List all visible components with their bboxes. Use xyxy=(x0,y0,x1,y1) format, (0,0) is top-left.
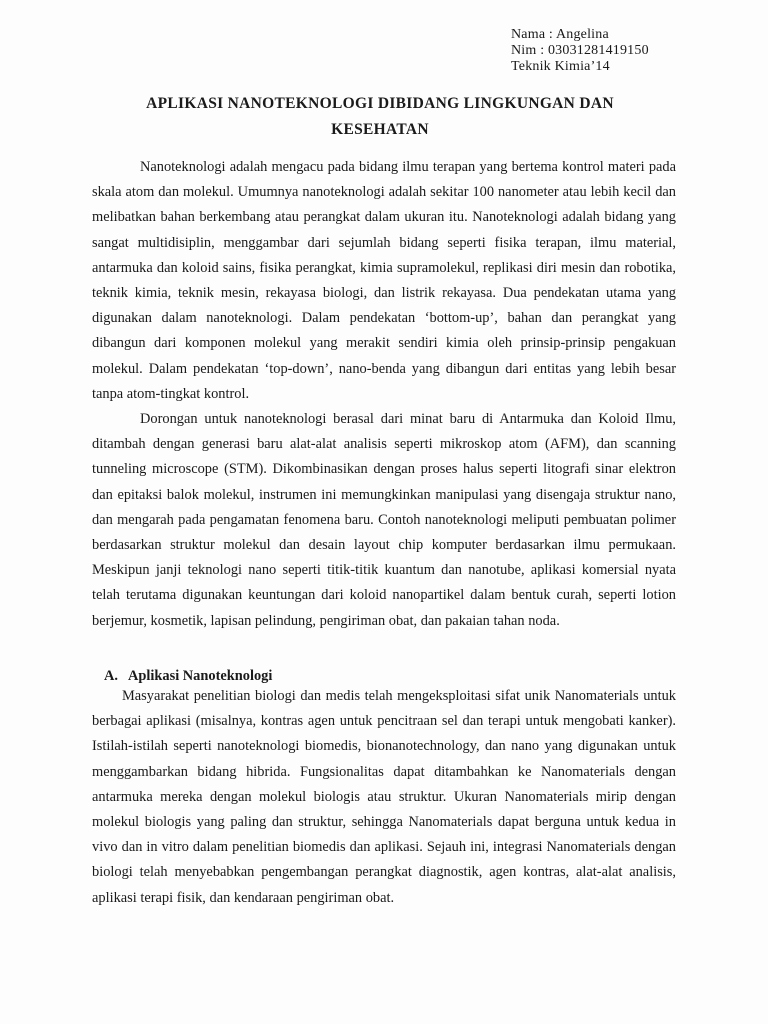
paragraph-motivation: Dorongan untuk nanoteknologi berasal dari minat baru di Antarmuka dan Koloid Ilmu, ditambah dengan generasi baru alat-alat analisis seperti mikroskop atom (AFM), dan scanning tunneling microscope (STM). Dikombinasikan dengan proses halus seperti litografi sinar elektron dan epitaksi balok molekul, instrumen ini memungkinkan manipulasi yang disengaja struktur nano, dan mengarah pada pengamatan fenomena baru. Contoh nanoteknologi meliputi pembuatan polimer berdasarkan struktur molekul dan desain layout chip komputer berdasarkan ilmu permukaan. Meskipun janji teknologi nano seperti titik-titik kuantum dan nanotube, aplikasi komersial nyata telah terutama digunakan keuntungan dari koloid nanopartikel dalam bentuk curah, seperti lotion berjemur, kosmetik, lapisan pelindung, pengiriman obat, dan pakaian tahan noda. xyxy=(92,411,676,629)
author-name: Nama : Angelina xyxy=(511,27,609,42)
author-program: Teknik Kimia’14 xyxy=(511,59,610,74)
document-title xyxy=(92,91,668,143)
title-line-1: APLIKASI NANOTEKNOLOGI DIBIDANG LINGKUNGAN DAN xyxy=(146,95,614,112)
section-title: Aplikasi Nanoteknologi xyxy=(128,668,273,684)
author-info xyxy=(511,27,649,75)
author-nim: Nim : 03031281419150 xyxy=(511,43,649,58)
title-line-2: KESEHATAN xyxy=(331,121,429,138)
section-marker: A. xyxy=(104,668,118,684)
section-heading xyxy=(104,667,272,685)
paragraph-application: Masyarakat penelitian biologi dan medis telah mengeksploitasi sifat unik Nanomaterials untuk berbagai aplikasi (misalnya, kontras agen untuk pencitraan sel dan terapi untuk mengobati kanker). Istilah-istilah seperti nanoteknologi biomedis, bionanotechnology, dan nano yang digunakan untuk menggambarkan bidang hibrida. Fungsionalitas dapat ditambahkan ke Nanomaterials dengan antarmuka mereka dengan molekul biologis atau struktur. Ukuran Nanomaterials mirip dengan molekul biologis yang paling dan struktur, sehingga Nanomaterials dapat berguna untuk kedua in vivo dan in vitro dalam penelitian biomedis dan aplikasi. Sejauh ini, integrasi Nanomaterials dengan biologi telah menyebabkan pengembangan perangkat diagnostik, agen kontras, alat-alat analisis, aplikasi terapi fisik, dan kendaraan pengiriman obat. xyxy=(92,688,676,906)
paragraph-intro: Nanoteknologi adalah mengacu pada bidang ilmu terapan yang bertema kontrol materi pada skala atom dan molekul. Umumnya nanoteknologi adalah sekitar 100 nanometer atau lebih kecil dan melibatkan bahan berkembang atau perangkat dalam ukuran itu. Nanoteknologi adalah bidang yang sangat multidisiplin, menggambar dari sejumlah bidang seperti fisika terapan, ilmu material, antarmuka dan koloid sains, fisika perangkat, kimia supramolekul, replikasi diri mesin dan robotika, teknik kimia, teknik mesin, rekayasa biologi, dan listrik rekayasa. Dua pendekatan utama yang digunakan dalam nanoteknologi. Dalam pendekatan ‘bottom-up’, bahan dan perangkat yang dibangun dari komponen molekul yang merakit sendiri kimia oleh prinsip-prinsip pengakuan molekul. Dalam pendekatan ‘top-down’, nano-benda yang dibangun dari entitas yang lebih besar tanpa atom-tingkat kontrol. xyxy=(92,159,676,402)
